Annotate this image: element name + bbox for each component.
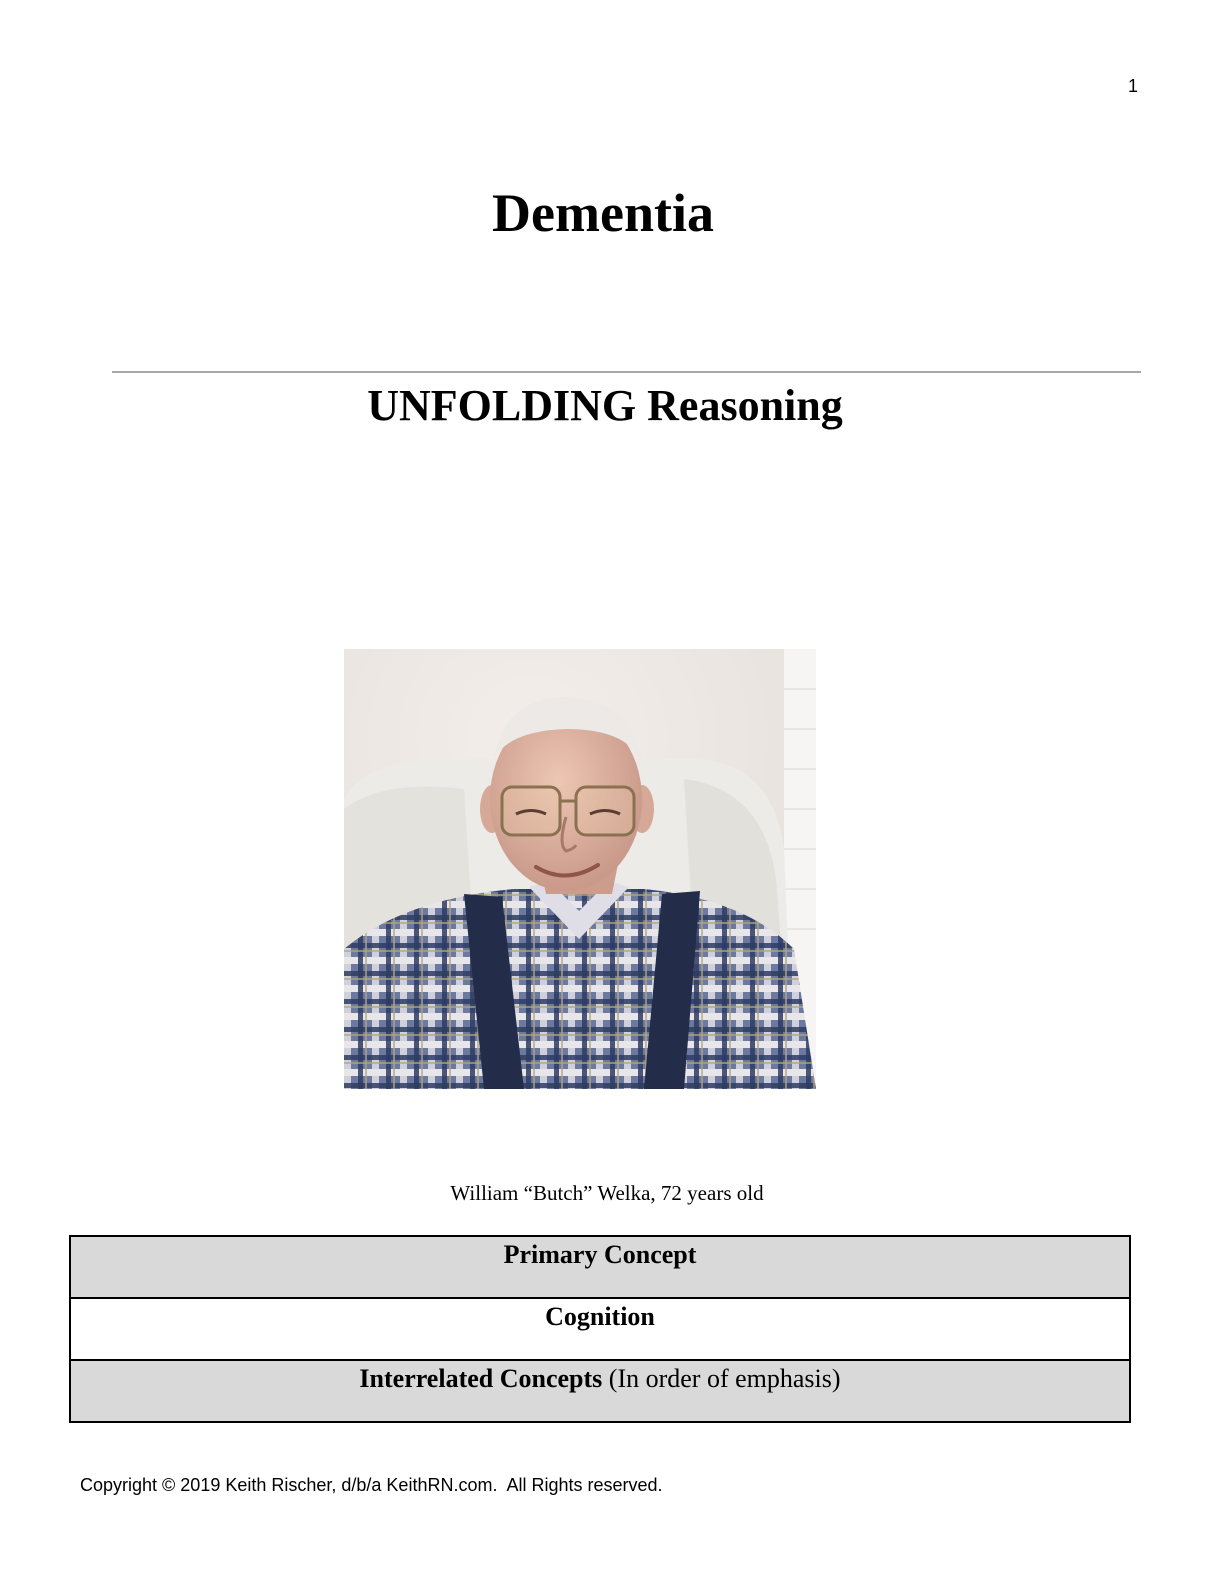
patient-photo: [344, 649, 816, 1089]
photo-caption: William “Butch” Welka, 72 years old: [450, 1181, 764, 1205]
table-row: [70, 1298, 1130, 1360]
table-row: [70, 1360, 1130, 1422]
document-subtitle: UNFOLDING Reasoning: [367, 381, 843, 430]
page-number: 1: [1127, 76, 1138, 96]
title-divider: [112, 371, 1141, 373]
copyright-footer: Copyright © 2019 Keith Rischer, d/b/a KeithRN.com. All Rights reserved.: [80, 1475, 663, 1495]
primary-concept-value: [70, 1298, 1130, 1360]
primary-concept-value-text: Cognition: [545, 1302, 655, 1331]
primary-concept-heading-text: Primary Concept: [503, 1240, 697, 1269]
interrelated-note-text: (In order of emphasis): [602, 1364, 841, 1393]
interrelated-heading-text: Interrelated Concepts: [359, 1364, 603, 1393]
document-title: Dementia: [492, 183, 714, 243]
concept-table: [69, 1235, 1131, 1423]
primary-concept-heading: [70, 1236, 1130, 1298]
interrelated-concepts-heading: [70, 1360, 1130, 1422]
table-row: [70, 1236, 1130, 1298]
